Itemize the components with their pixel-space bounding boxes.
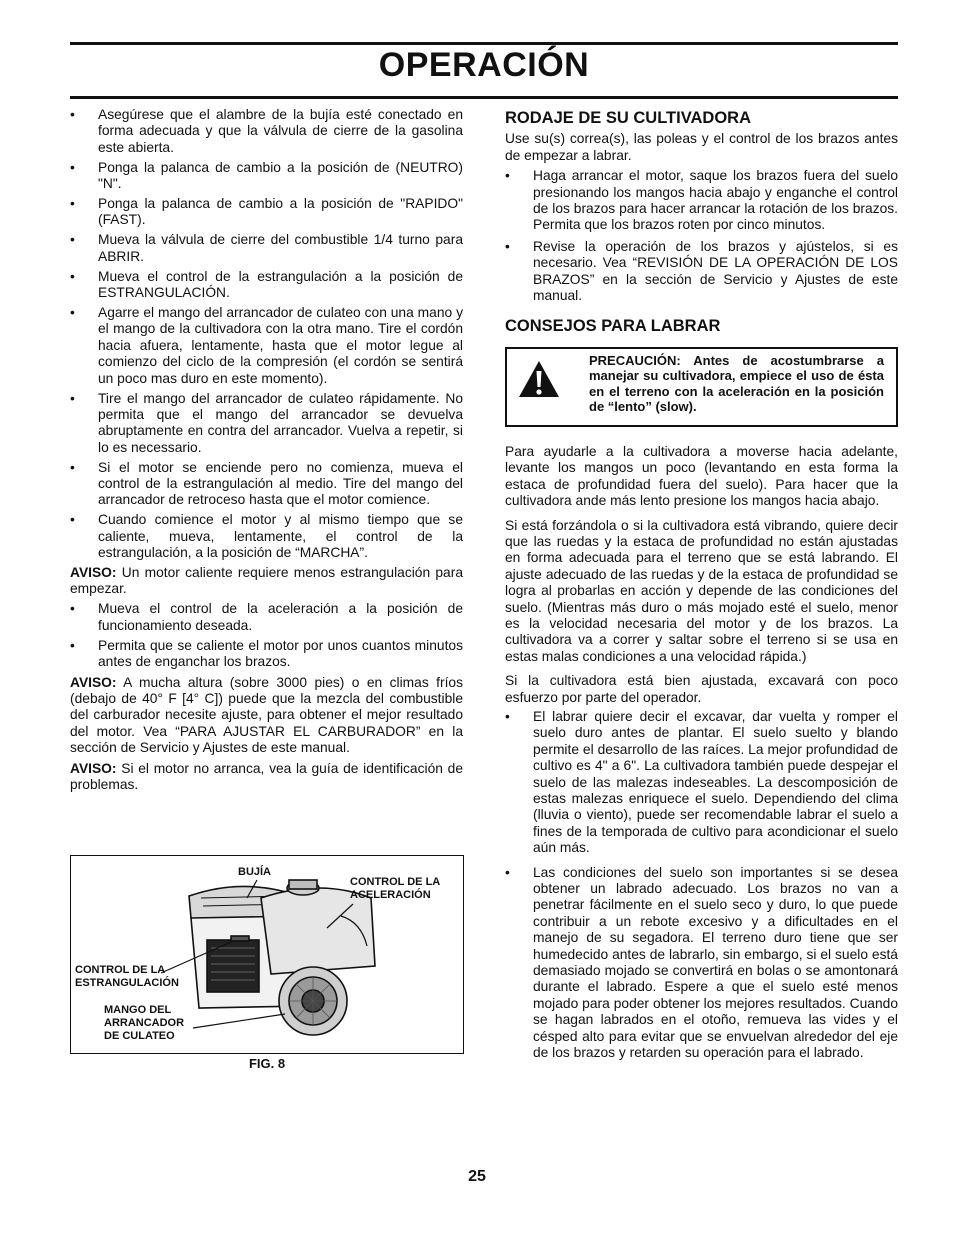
warning-icon [517, 359, 561, 399]
breakin-list [505, 168, 898, 304]
list-item: • Revise la operación de los brazos y ajústelos, si es necesario. Vea “REVISIÓN DE LA OPERACIÓN DE LOS BRAZOS” en la sección de Servicio y Ajustes de este manual. [505, 239, 898, 305]
list-item: • Ponga la palanca de cambio a la posición de "RAPIDO" (FAST). [70, 196, 463, 229]
paragraph: Si la cultivadora está bien ajustada, excavará con poco esfuerzo por parte del operador. [505, 673, 898, 705]
warmup-list [70, 601, 463, 670]
list-item: • Si el motor se enciende pero no comienza, mueva el control de la estrangulación al medio. Tire del mango del arrancador de retroceso hasta que el motor comience. [70, 460, 463, 509]
notice-text: A mucha altura (sobre 3000 pies) o en climas fríos (debajo de 40° F [4° C]) puede que la mezcla del combustible del carburador necesite ajuste, para obtener el mejor resultado del motor. Vea “PARA AJUSTAR EL CARBURADOR” en la sección de Servicio y Ajustes de este manual. [70, 674, 463, 756]
notice-text: Si el motor no arranca, vea la guía de identificación de problemas. [70, 760, 463, 792]
notice-text: Un motor caliente requiere menos estrangulación para empezar. [70, 565, 463, 597]
top-rule [70, 42, 898, 45]
tilling-tips-list [505, 709, 898, 1062]
list-item: • Cuando comience el motor y al mismo tiempo que se caliente, mueva, lentamente, el control de la estrangulación, a la posición de “MARCHA”. [70, 512, 463, 561]
list-item: • Ponga la palanca de cambio a la posición de (NEUTRO) "N". [70, 160, 463, 193]
start-steps-list [70, 107, 463, 562]
left-column [70, 107, 463, 797]
list-item: • Las condiciones del suelo son importantes si se desea obtener un labrado adecuado. Los brazos no van a penetrar fácilmente en el suelo seco y duro, lo que puede contribuir a un rebote excesivo y a dificultades en el manejo de su segadora. El terreno duro tiene que ser humedecido antes de labrarlo, sin embargo, si el suelo está demasiado mojado se convertirá en bolas o se amontonará durante el labrado. Espere a que el suelo esté menos mojado para poder obtener los mejores resultados. Cuando se hagan labrados en el otoño, remueva las vides y el césped alto para evitar que se envuelvan alrededor del eje de los brazos y retarden su operación para el labrado. [505, 865, 898, 1062]
list-item: • Agarre el mango del arrancador de culateo con una mano y el mango de la cultivadora con la otra mano. Tire el cordón hacia afuera, lentamente, hasta que el motor legue al comienzo del ciclo de la compresión (el cordón se sentirá un poco mas duro en este momento). [70, 305, 463, 387]
title-underline [70, 96, 898, 99]
section-heading-breakin: RODAJE DE SU CULTIVADORA [505, 109, 751, 127]
notice-paragraph [70, 565, 463, 598]
list-item: • Asegúrese que el alambre de la bujía esté conectado en forma adecuada y que la válvula de cierre de la gasolina este abierta. [70, 107, 463, 156]
starter-handle-label: MANGO DEL ARRANCADOR DE CULATEO [104, 1004, 185, 1042]
list-item: • Permita que se caliente el motor por unos cuantos minutos antes de enganchar los brazos. [70, 638, 463, 671]
list-item: • Haga arrancar el motor, saque los brazos fuera del suelo presionando los mangos hacia abajo y enganche el control de los brazos para hacer arrancar la rotación de los brazos. Permita que los brazos roten por cinco minutos. [505, 168, 898, 234]
choke-control-label: CONTROL DE LA ESTRANGULACIÓN [75, 964, 179, 989]
notice-label: AVISO: [70, 565, 117, 581]
list-item: • Mueva el control de la estrangulación a la posición de ESTRANGULACIÓN. [70, 269, 463, 302]
notice-paragraph [70, 761, 463, 794]
page-number: 25 [468, 1168, 486, 1185]
warning-text: PRECAUCIÓN: Antes de acostumbrarse a manejar su cultivadora, empiece el uso de ésta en el terreno con la aceleración en la posición de “lento” (slow). [589, 352, 884, 415]
list-item: • Tire el mango del arrancador de culateo rápidamente. No permita que el mango del arrancador se devuelva abruptamente en contra del arrancador. Vuelva a repetir, si lo es necessario. [70, 391, 463, 457]
section-heading-tips: CONSEJOS PARA LABRAR [505, 317, 721, 336]
page-title: OPERACIÓN [378, 46, 590, 84]
list-item: • El labrar quiere decir el excavar, dar vuelta y romper el suelo duro antes de plantar. El suelo suelto y blando permite el desarrollo de las raíces. La mejor profundidad de cultivo es 4" a 6". La cultivadora también puede despejar el suelo de las malezas indeseables. La descomposición de estas malezas enriquece el suelo. Dependiendo del clima (lluvia o viento), puede ser recomendable labrar el suelo a fines de la temporada de cultivo para acondicionar el suelo aún más. [505, 709, 898, 857]
engine-figure [70, 855, 464, 1054]
warning-box [505, 347, 898, 427]
notice-label: AVISO: [70, 674, 117, 690]
figure-caption: FIG. 8 [248, 1056, 286, 1071]
list-item: • Mueva la válvula de cierre del combustible 1/4 turno para ABRIR. [70, 232, 463, 265]
paragraph: Use su(s) correa(s), las poleas y el control de los brazos antes de empezar a labrar. [505, 131, 898, 163]
list-item: • Mueva el control de la aceleración a la posición de funcionamiento deseada. [70, 601, 463, 634]
paragraph: Si está forzándola o si la cultivadora está vibrando, quiere decir que las ruedas y la estaca de profundidad no están ajustadas en forma adecuada para el terreno que se está labrando. El ajuste adecuado de las ruedas y de la estaca de profundidad se logra al probarlas en acción y depende de las condiciones del suelo. (Mientras más duro o más mojado esté el suelo, menor es la velocidad necesaria del motor y de los brazos. La cultivadora va a correr y saltar sobre el terreno si se usa en estas malas condiciones a una velocidad rápida.) [505, 517, 898, 664]
spark-plug-label: BUJÍA [238, 866, 272, 878]
notice-paragraph [70, 675, 463, 757]
throttle-control-label: CONTROL DE LA ACELERACIÓN [350, 876, 440, 901]
right-column [505, 110, 898, 1067]
notice-label: AVISO: [70, 760, 117, 776]
paragraph: Para ayudarle a la cultivadora a moverse hacia adelante, levante los mangos un poco (levantando en esta forma la estaca de profundidad fuera del suelo). Para hacer que la cultivadora ande más lento presione los mangos hacia abajo. [505, 443, 898, 509]
